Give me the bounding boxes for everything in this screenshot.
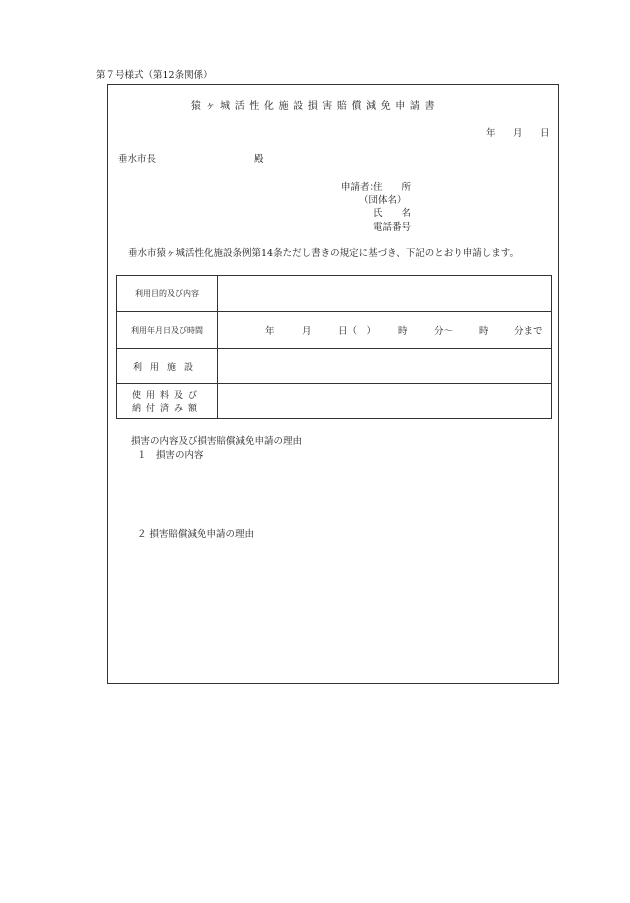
form-number: 第７号様式（第12条関係） — [96, 70, 213, 81]
date-month: 月 — [513, 128, 523, 139]
datetime-month: 月 — [302, 326, 312, 337]
purpose-value[interactable] — [218, 276, 552, 312]
form-title: 猿ヶ城活性化施設損害賠償減免申請書 — [190, 101, 440, 112]
damage-content-heading: １ 損害の内容 — [137, 450, 204, 461]
datetime-value[interactable] — [218, 312, 552, 349]
date-day: 日 — [540, 128, 550, 139]
applicant-group-label: （団体名） — [359, 195, 407, 206]
datetime-label: 利用年月日及び時間 — [117, 312, 218, 349]
fee-label-line1: 使用料及び — [131, 391, 202, 401]
honorific: 殿 — [254, 154, 264, 165]
fee-label-line2: 納付済み額 — [131, 404, 202, 414]
applicant-label: 申請者： — [341, 182, 380, 193]
damage-heading: 損害の内容及び損害賠償減免申請の理由 — [131, 436, 303, 447]
date-year: 年 — [486, 128, 496, 139]
datetime-start-hour: 時 — [398, 326, 408, 337]
fee-value[interactable] — [218, 384, 552, 419]
datetime-day: 日（ ） — [338, 326, 377, 337]
table-row — [117, 384, 552, 419]
usage-table — [116, 275, 552, 419]
exemption-reason-heading: ２ 損害賠償減免申請の理由 — [137, 529, 255, 540]
facility-label: 利用施設 — [117, 349, 218, 384]
applicant-name-label: 氏 名 — [373, 208, 412, 219]
table-row — [117, 312, 552, 349]
facility-value[interactable] — [218, 349, 552, 384]
fee-label — [117, 384, 218, 419]
purpose-label: 利用目的及び内容 — [117, 276, 218, 312]
applicant-phone-label: 電話番号 — [373, 222, 412, 233]
addressee: 垂水市長 — [118, 154, 157, 165]
table-row — [117, 276, 552, 312]
application-statement: 垂水市猿ヶ城活性化施設条例第14条ただし書きの規定に基づき、下記のとおり申請します。 — [128, 248, 519, 259]
datetime-end-minute: 分まで — [514, 326, 543, 337]
applicant-address-label: 住 所 — [373, 182, 412, 193]
datetime-year: 年 — [265, 326, 275, 337]
datetime-end-hour: 時 — [479, 326, 489, 337]
table-row — [117, 349, 552, 384]
datetime-start-minute: 分～ — [434, 326, 454, 337]
